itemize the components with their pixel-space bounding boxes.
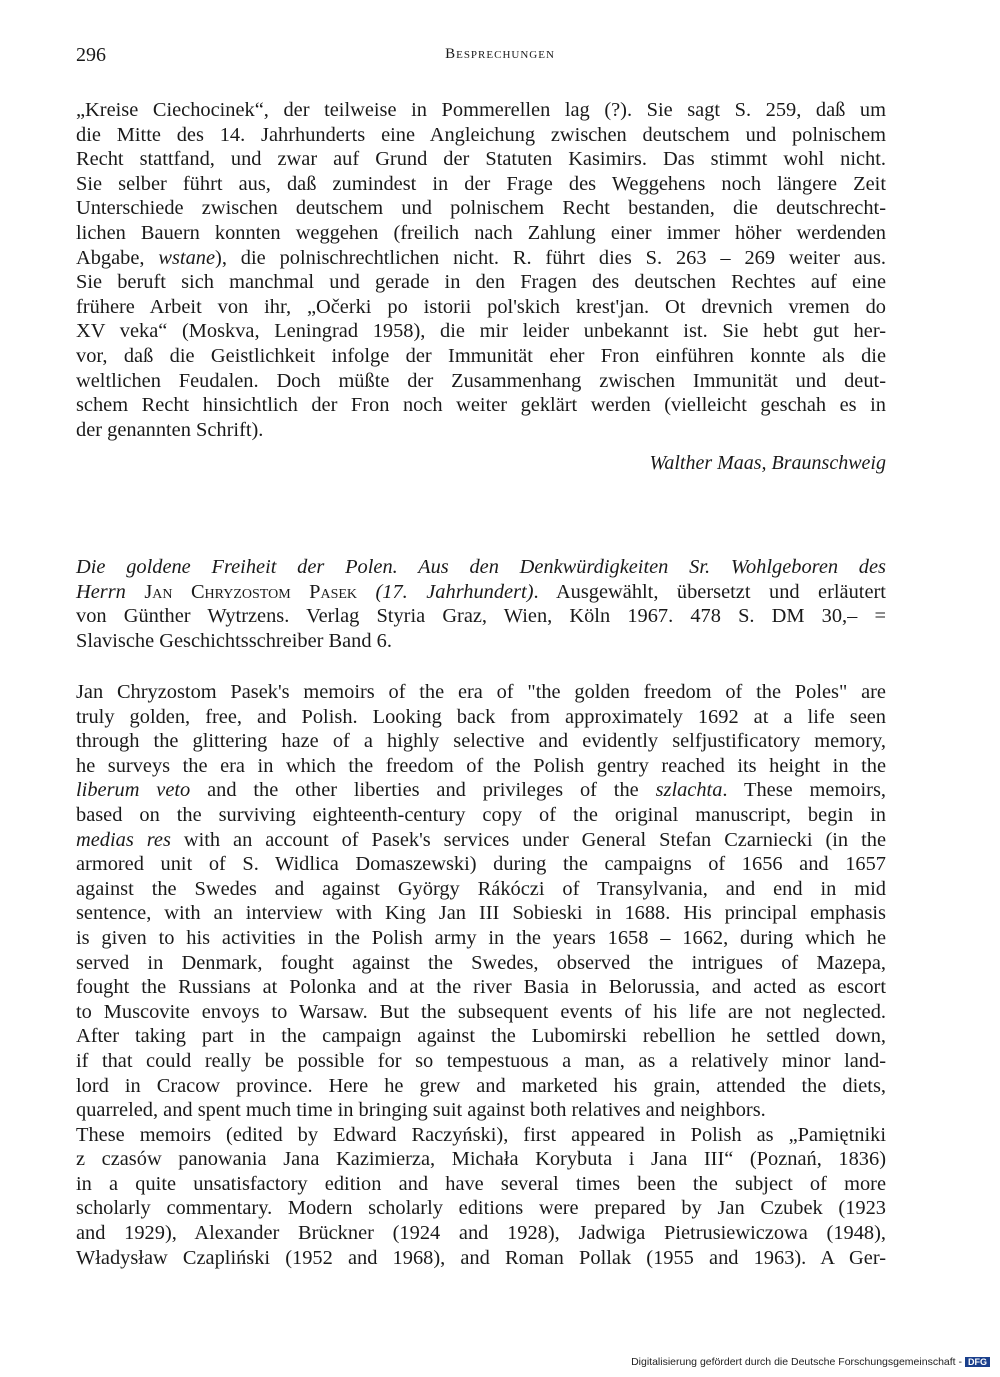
text-run: sentence, with an interview with King Jan III Sobieski in 1688. His principal emphasis — [76, 902, 886, 925]
text-run: he surveys the era in which the freedom of the Polish gentry reached its height in the — [76, 754, 886, 777]
text-line — [76, 98, 886, 123]
review-two-citation — [76, 555, 886, 653]
review-two-body — [76, 680, 886, 1270]
text-run: through the glittering haze of a highly selective and evidently selfjustificatory memory, — [76, 730, 886, 753]
text-line — [76, 1172, 886, 1197]
text-line — [76, 369, 886, 394]
text-line — [76, 1098, 886, 1123]
footer-text: Digitalisierung gefördert durch die Deutsche Forschungsgemeinschaft - — [631, 1356, 962, 1368]
text-run: served in Denmark, fought against the Swedes, observed the intrigues of Mazepa, — [76, 951, 886, 974]
text-line — [76, 172, 886, 197]
text-line — [76, 418, 886, 443]
text-run: and 1929), Alexander Brückner (1924 and 1928), Jadwiga Pietrusiewiczowa (1948), — [76, 1222, 886, 1245]
text-line — [76, 975, 886, 1000]
text-run: is given to his activities in the Polish army in the years 1658 – 1662, during which he — [76, 926, 886, 949]
text-run: in a quite unsatisfactory edition and have several times been the subject of more — [76, 1172, 886, 1195]
text-run: with an account of Pasek's services under General Stefan Czarniecki (in the — [170, 828, 886, 851]
text-line — [76, 555, 886, 580]
text-run: Jan Chryzostom Pasek's memoirs of the era of "the golden freedom of the Poles" are — [76, 681, 886, 703]
text-run: vor, daß die Geistlichkeit infolge der Immunität eher Fron einführen konnte als die — [76, 344, 886, 367]
text-run: Jan Chryzostom Pasek — [144, 580, 358, 603]
text-line — [76, 877, 886, 902]
text-run: die Mitte des 14. Jahrhunderts eine Angleichung zwischen deutschem und polnischem — [76, 123, 886, 146]
text-run: scholarly commentary. Modern scholarly editions were prepared by Jan Czubek (1923 — [76, 1197, 886, 1220]
text-line — [76, 1246, 886, 1271]
text-line — [76, 828, 886, 853]
text-line — [76, 1049, 886, 1074]
text-line — [76, 196, 886, 221]
text-run: ), die polnischrechtlichen nicht. R. führt dies S. 263 – 269 weiter aus. — [215, 246, 886, 269]
text-run: frühere Arbeit von ihr, „Očerki po istorii pol'skich krest'jan. Ot drevnich vremen do — [76, 295, 886, 318]
text-run: Recht stattfand, und zwar auf Grund der Statuten Kasimirs. Das stimmt wohl nicht. — [76, 148, 886, 171]
review-signature: Walther Maas, Braunschweig — [649, 452, 886, 474]
text-run: lichen Bauern konnten weggehen (freilich nach Zahlung einer immer höher werdenden — [76, 221, 886, 244]
text-run: Sie beruft sich manchmal und gerade in den Fragen des deutschen Rechtes auf eine — [76, 271, 886, 294]
text-line — [76, 778, 886, 803]
text-run: Sie selber führt aus, daß zumindest in der Frage des Weggehens noch längere Zeit — [76, 172, 886, 195]
text-run: against the Swedes and against György Rákóczi of Transylvania, and end in mid — [76, 877, 886, 900]
running-head: Besprechungen — [445, 46, 555, 62]
text-run: szlachta — [655, 779, 723, 802]
text-line — [76, 629, 886, 654]
text-line — [76, 803, 886, 828]
dfg-logo: DFG — [965, 1357, 990, 1367]
text-run: „Kreise Ciechocinek“, der teilweise in Pommerellen lag (?). Sie sagt S. 259, daß um — [76, 99, 886, 121]
text-run: Abgabe, — [76, 246, 159, 269]
text-line — [76, 754, 886, 779]
text-line — [76, 295, 886, 320]
text-run: lord in Cracow province. Here he grew and marketed his grain, attended the diets, — [76, 1074, 886, 1097]
text-run: . Ausgewählt, übersetzt und erläutert — [533, 580, 886, 603]
text-line — [76, 270, 886, 295]
text-run: . These memoirs, — [722, 779, 886, 802]
text-run: Herrn — [76, 580, 145, 603]
text-line — [76, 604, 886, 629]
text-run: Unterschiede zwischen deutschem und polnischem Recht bestanden, die deutschrecht- — [76, 197, 886, 220]
text-line — [76, 344, 886, 369]
text-line — [76, 221, 886, 246]
text-run: XV veka“ (Moskva, Leningrad 1958), die mir leider unbekannt ist. Sie hebt gut her- — [76, 320, 886, 343]
text-run: Die goldene Freiheit der Polen. Aus den Denkwürdigkeiten Sr. Wohlgeboren des — [76, 556, 886, 578]
text-line — [76, 729, 886, 754]
text-run: After taking part in the campaign against the Lubomirski rebellion he settled down, — [76, 1025, 886, 1048]
text-line — [76, 1221, 886, 1246]
text-run: if that could really be possible for so tempestuous a man, as a relatively minor land- — [76, 1049, 886, 1072]
text-line — [76, 901, 886, 926]
text-run: liberum veto — [76, 779, 191, 802]
text-line — [76, 1000, 886, 1025]
text-line — [76, 1123, 886, 1148]
review-one-body — [76, 98, 886, 442]
text-line — [76, 246, 886, 271]
text-line — [76, 1024, 886, 1049]
page-number: 296 — [76, 44, 106, 66]
text-run: medias res — [76, 828, 171, 851]
text-run: wstane — [158, 246, 216, 269]
text-line — [76, 123, 886, 148]
text-line — [76, 1147, 886, 1172]
text-run: der genannten Schrift). — [76, 418, 264, 441]
text-run: von Günther Wytrzens. Verlag Styria Graz, Wien, Köln 1967. 478 S. DM 30,– = — [76, 605, 886, 628]
text-line — [76, 1196, 886, 1221]
text-line — [76, 147, 886, 172]
text-run: based on the surviving eighteenth-century copy of the original manuscript, begin in — [76, 803, 886, 826]
text-run: quarreled, and spent much time in bringing suit against both relatives and neighbors. — [76, 1099, 766, 1122]
text-line — [76, 580, 886, 605]
text-run: (17. Jahrhundert) — [357, 580, 534, 603]
text-run: Slavische Geschichtsschreiber Band 6. — [76, 629, 392, 652]
text-line — [76, 393, 886, 418]
text-run: schem Recht hinsichtlich der Fron noch weiter geklärt werden (vielleicht geschah es in — [76, 394, 886, 417]
text-run: fought the Russians at Polonka and at the river Basia in Belorussia, and acted as escort — [76, 976, 886, 999]
text-line — [76, 319, 886, 344]
text-run: weltlichen Feudalen. Doch müßte der Zusammenhang zwischen Immunität und deut- — [76, 369, 886, 392]
text-run: to Muscovite envoys to Warsaw. But the subsequent events of his life are not neglected. — [76, 1000, 886, 1023]
text-run: armored unit of S. Widlica Domaszewski) during the campaigns of 1656 and 1657 — [76, 853, 886, 876]
text-line — [76, 1074, 886, 1099]
text-line — [76, 705, 886, 730]
digitization-footer — [631, 1356, 990, 1368]
text-line — [76, 852, 886, 877]
text-line — [76, 680, 886, 705]
text-run: truly golden, free, and Polish. Looking back from approximately 1692 at a life seen — [76, 705, 886, 728]
text-line — [76, 926, 886, 951]
text-run: Władysław Czapliński (1952 and 1968), and Roman Pollak (1955 and 1963). A Ger- — [76, 1246, 886, 1269]
text-run: z czasów panowania Jana Kazimierza, Michała Korybuta i Jana III“ (Poznań, 1836) — [76, 1148, 886, 1171]
text-run: and the other liberties and privileges of the — [190, 779, 656, 802]
text-line — [76, 951, 886, 976]
text-run: These memoirs (edited by Edward Raczyński), first appeared in Polish as „Pamiętniki — [76, 1123, 886, 1146]
